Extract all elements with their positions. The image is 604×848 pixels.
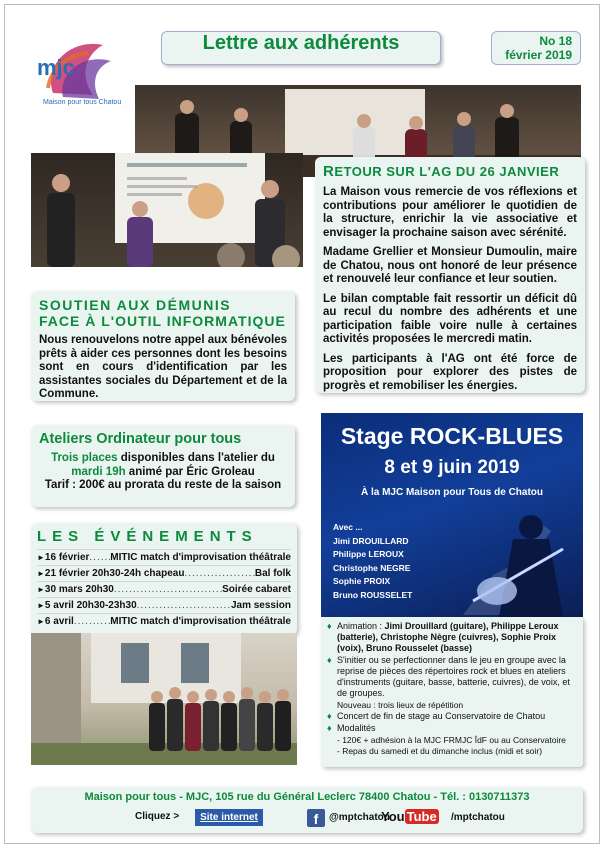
arrow-right-icon: ►	[37, 569, 45, 578]
youtube-you: You	[381, 809, 405, 824]
ateliers-tarif: Tarif : 200€ au prorata du reste de la saison	[44, 479, 282, 491]
events-title: LES ÉVÉNEMENTS	[37, 528, 258, 545]
event-leader-dots	[89, 552, 110, 563]
soutien-text: Nous renouvelons notre appel aux bénévoles prêts à aider ces personnes dont les besoins sont en cours d'identification par les assistantes sociales du Département et de la Commune.	[39, 334, 287, 400]
poster-names	[333, 521, 412, 602]
newsletter-page	[4, 4, 600, 844]
youtube-tube: Tube	[406, 809, 437, 824]
poster-name: Jimi DROUILLARD	[333, 535, 409, 546]
modalites-text: Modalités	[337, 723, 376, 733]
initier-text: S'initier ou se perfectionner dans le jeu en groupe avec la reprise de pièces des répertoires rock et blues en ateliers d'instruments (guitare, basse, batterie, cuivres), de voix, et de groupes.	[337, 655, 570, 698]
poster-name: Philippe LEROUX	[333, 549, 404, 559]
concert-text: Concert de fin de stage au Conservatoire de Chatou	[337, 711, 546, 721]
soutien-section	[31, 291, 295, 401]
facebook-icon[interactable]: f	[307, 809, 325, 827]
ag-recap-section	[315, 157, 585, 393]
event-row	[37, 597, 291, 613]
guitarist-silhouette-icon	[453, 505, 583, 617]
poster-dates: 8 et 9 juin 2019	[384, 457, 520, 478]
event-name: Soirée cabaret	[222, 584, 291, 595]
poster-name: Sophie PROIX	[333, 576, 391, 586]
youtube-icon[interactable]	[381, 809, 439, 827]
modalite-meals: - Repas du samedi et du dimanche inclus (midi et soir)	[337, 746, 543, 756]
rock-blues-poster	[321, 413, 583, 617]
event-date: 6 avril	[44, 616, 74, 627]
arrow-right-icon: ►	[37, 585, 45, 594]
info-modalites	[327, 723, 577, 734]
website-link[interactable]: Site internet	[195, 809, 263, 826]
event-name: MITIC match d'improvisation théâtrale	[110, 552, 291, 563]
arrow-right-icon: ►	[37, 617, 45, 626]
soutien-title-line1: SOUTIEN AUX DÉMUNIS	[39, 297, 232, 313]
poster-subtitle: À la MJC Maison pour Tous de Chatou	[360, 487, 544, 498]
animation-text: Jimi Drouillard (guitare), Philippe Leroux (batterie), Christophe Nègre (cuivres), Sophie Proix (voix), Bruno Rousselet (basse)	[337, 621, 559, 653]
footer-links	[31, 809, 583, 829]
footer-address: Maison pour tous - MJC, 105 rue du Général Leclerc 78400 Chatou - Tél. : 0130711373	[84, 791, 530, 803]
event-date: 21 février 20h30-24h chapeau	[44, 568, 185, 579]
ag-title-rest: ETOUR SUR L'AG DU 26 JANVIER	[334, 164, 560, 179]
ag-title-initial: R	[323, 163, 335, 180]
poster-title: Stage ROCK-BLUES	[340, 423, 564, 449]
event-date: 5 avril 20h30-23h30	[44, 600, 137, 611]
event-row	[37, 581, 291, 597]
youtube-handle[interactable]: /mptchatou	[451, 812, 505, 823]
event-name: Jam session	[230, 600, 291, 611]
ateliers-day: mardi 19h	[71, 465, 126, 478]
diamond-bullet-icon: ♦	[327, 723, 332, 733]
event-name: Bal folk	[254, 568, 291, 579]
info-animation	[327, 621, 577, 654]
issue-number: No 18	[539, 34, 572, 48]
group-photo	[31, 633, 297, 765]
event-leader-dots	[114, 584, 222, 595]
ag-paragraph: La Maison vous remercie de vos réflexions et contributions pour améliorer le quotidien de la structure, enrichir la vie associative et envisager la prochaine saison avec sérénité.	[323, 186, 577, 239]
group-photo-image	[31, 633, 297, 765]
ag-section-title	[323, 163, 577, 180]
event-name: MITIC match d'improvisation théâtrale	[110, 616, 291, 627]
events-section	[31, 523, 297, 635]
mjc-logo	[33, 33, 122, 115]
animation-label: Animation :	[337, 621, 385, 631]
ateliers-section	[31, 425, 295, 507]
diamond-bullet-icon: ♦	[327, 711, 332, 721]
stage-info-section	[321, 617, 583, 767]
cliquez-label: Cliquez >	[135, 811, 180, 822]
issue-info	[491, 31, 581, 65]
presentation-photo-image	[31, 153, 303, 267]
ateliers-text2: animé par Éric Groleau	[125, 465, 255, 478]
ag-paragraph: Les participants à l'AG ont été force de proposition pour explorer des pistes de progrès et remobiliser les énergies.	[323, 352, 577, 392]
ateliers-text	[39, 452, 287, 493]
event-row	[37, 613, 291, 629]
arrow-right-icon: ►	[37, 601, 45, 610]
ag-presentation-photo	[31, 153, 303, 267]
event-date: 30 mars 20h30	[44, 584, 114, 595]
ateliers-title: Ateliers Ordinateur pour tous	[39, 431, 242, 447]
info-concert	[327, 711, 577, 722]
ateliers-text1: disponibles dans l'atelier du	[117, 452, 275, 464]
newsletter-title: Lettre aux adhérents	[161, 31, 441, 65]
arrow-right-icon: ►	[37, 553, 45, 562]
logo-subtitle: Maison pour tous Chatou	[43, 99, 122, 106]
modalite-price: - 120€ + adhésion à la MJC FRMJC ÎdF ou au Conservatoire	[337, 735, 566, 745]
ag-paragraph: Le bilan comptable fait ressortir un déficit dû au recul du nombre des adhérents et une participation faible voire nulle à certaines activités proposées le mercredi matin.	[323, 292, 577, 345]
info-initier	[327, 655, 577, 699]
info-nouveau: Nouveau : trois lieux de répétition	[337, 700, 464, 710]
ag-paragraph: Madame Grellier et Monsieur Dumoulin, maire de Chatou, nous ont honoré de leur présence et renouvelé leur confiance et leur soutien.	[323, 246, 577, 285]
facebook-handle[interactable]: @mptchatou	[329, 812, 390, 823]
footer	[31, 787, 583, 833]
diamond-bullet-icon: ♦	[327, 621, 332, 631]
soutien-title-line2: FACE À L'OUTIL INFORMATIQUE	[39, 313, 286, 329]
event-leader-dots	[184, 568, 254, 579]
event-row	[37, 549, 291, 565]
event-leader-dots	[74, 616, 110, 627]
event-row	[37, 565, 291, 581]
diamond-bullet-icon: ♦	[327, 655, 332, 665]
event-date: 16 février	[44, 552, 90, 563]
event-leader-dots	[137, 600, 231, 611]
poster-name: Bruno ROUSSELET	[333, 589, 413, 600]
poster-name: Christophe NEGRE	[333, 562, 411, 573]
ateliers-highlight: Trois places	[51, 452, 118, 464]
poster-avec: Avec ...	[333, 522, 363, 532]
issue-date: février 2019	[505, 48, 572, 62]
logo-text: mjc	[37, 55, 75, 80]
